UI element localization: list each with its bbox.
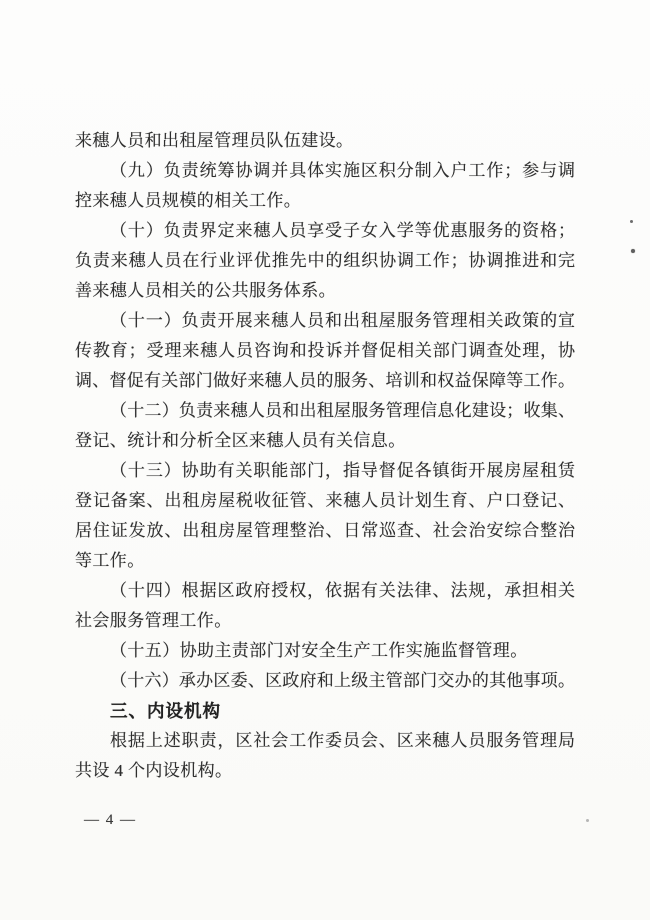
text-line: （十一）负责开展来穗人员和出租屋服务管理相关政策的宣 (110, 311, 575, 330)
scan-speck (586, 819, 589, 822)
scan-speck (631, 249, 635, 253)
section-heading: 三、内设机构 (110, 701, 221, 721)
text-line: 善来穗人员相关的公共服务体系。 (75, 281, 336, 300)
text-line: 共设 4 个内设机构。 (75, 761, 233, 780)
text-line: （九）负责统筹协调并具体实施区积分制入户工作；参与调 (110, 161, 575, 180)
text-line: 根据上述职责，区社会工作委员会、区来穗人员服务管理局 (110, 731, 575, 750)
text-line: 社会服务管理工作。 (75, 611, 232, 630)
text-line: （十五）协助主责部门对安全生产工作实施监督管理。 (110, 641, 528, 660)
text-line: 来穗人员和出租屋管理员队伍建设。 (75, 131, 354, 150)
text-line: （十二）负责来穗人员和出租屋服务管理信息化建设；收集、 (110, 401, 575, 420)
document-body (75, 126, 575, 786)
text-line: 传教育；受理来穗人员咨询和投诉并督促相关部门调查处理，协 (75, 341, 575, 360)
text-line: 负责来穗人员在行业评优推先中的组织协调工作；协调推进和完 (75, 251, 575, 270)
page-number: — 4 — (84, 812, 137, 828)
text-line: 登记、统计和分析全区来穗人员有关信息。 (75, 431, 406, 450)
text-line: 等工作。 (75, 551, 145, 570)
text-line: （十三）协助有关职能部门，指导督促各镇街开展房屋租赁 (110, 461, 575, 480)
text-line: （十六）承办区委、区政府和上级主管部门交办的其他事项。 (110, 671, 575, 690)
text-line: 登记备案、出租房屋税收征管、来穗人员计划生育、户口登记、 (75, 491, 575, 510)
text-line: 控来穗人员规模的相关工作。 (75, 191, 302, 210)
text-line: 调、督促有关部门做好来穗人员的服务、培训和权益保障等工作。 (75, 371, 575, 390)
text-line: （十）负责界定来穗人员享受子女入学等优惠服务的资格； (110, 221, 575, 240)
text-line: 居住证发放、出租房屋管理整治、日常巡查、社会治安综合整治 (75, 521, 575, 540)
text-line: （十四）根据区政府授权，依据有关法律、法规，承担相关 (110, 581, 575, 600)
scan-speck (630, 220, 633, 223)
